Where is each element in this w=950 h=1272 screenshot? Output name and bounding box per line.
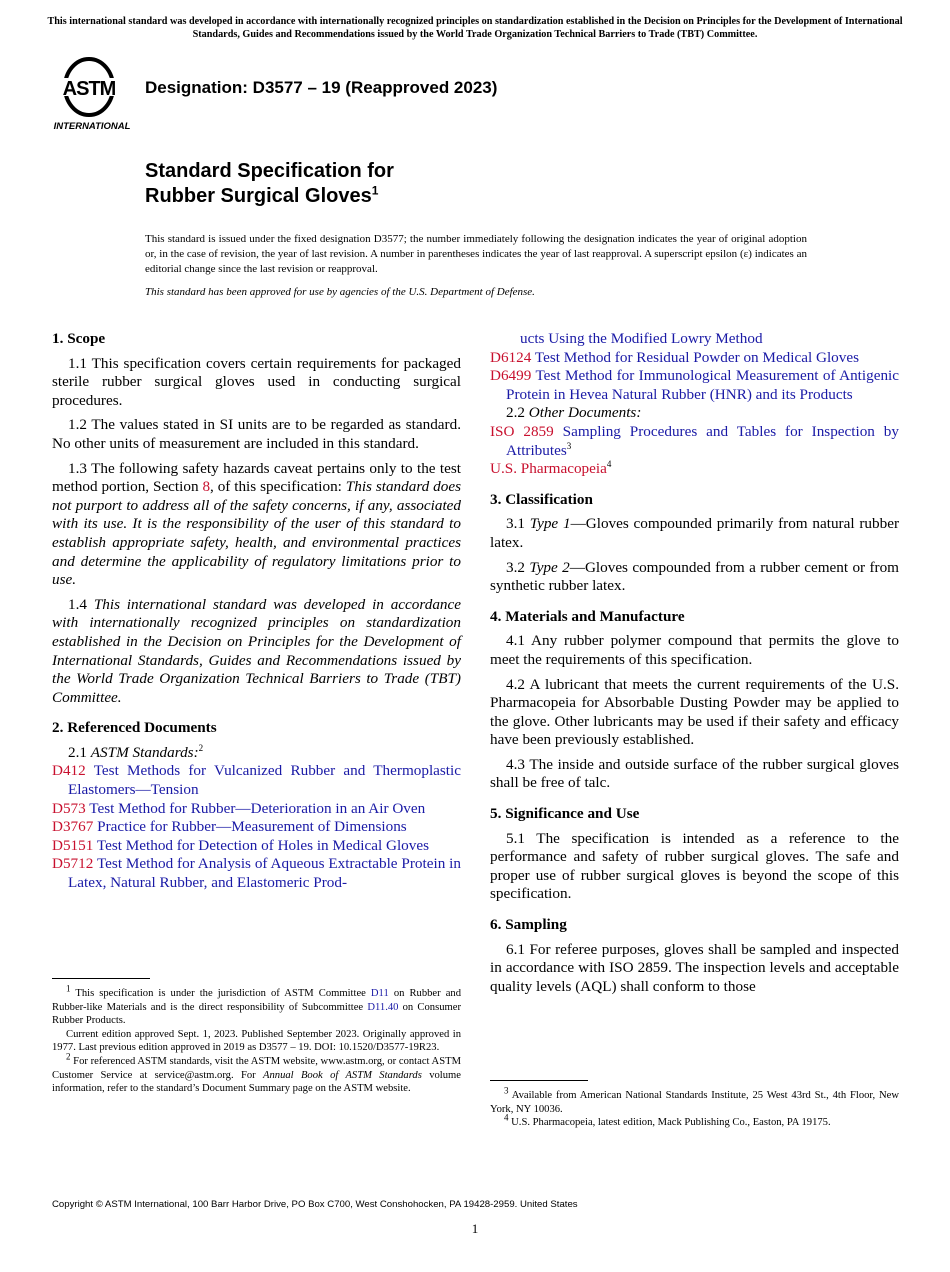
para-1-1: 1.1 This specification covers certain requirements for packaged sterile rubber surgical gloves used in conducting surgical procedures. bbox=[52, 354, 461, 409]
para-1-3: 1.3 The following safety hazards caveat pertains only to the test method portion, Section 8, of this specification: This standard does not purport to address all of the safety concerns, if any, associated with its use. It is the responsibility of the user of this standard to establish appropriate safety, health, and environmental practices and determine the applicability of regulatory limitations prior to use. bbox=[52, 459, 462, 589]
reference-d5712-continued[interactable]: ucts Using the Modified Lowry Method bbox=[520, 330, 763, 347]
subcommittee-d11-40-link[interactable]: D11.40 bbox=[367, 1001, 399, 1013]
reference-d5151[interactable]: D5151 Test Method for Detection of Holes in Medical Gloves bbox=[52, 836, 430, 854]
reference-d6124[interactable]: D6124 Test Method for Residual Powder on Medical Gloves bbox=[490, 348, 860, 366]
section-materials-heading: 4. Materials and Manufacture bbox=[490, 607, 685, 625]
footnotes-left bbox=[52, 983, 461, 1096]
footnote-1-edition: Current edition approved Sept. 1, 2023. Published September 2023. Originally approved in 1977. Last previous edition approved in 2019 as D3577 – 19. DOI: 10.1520/D3577-19R23. bbox=[52, 1028, 461, 1054]
section-scope-heading: 1. Scope bbox=[52, 330, 106, 347]
section-classification-heading: 3. Classification bbox=[490, 490, 593, 508]
footnote-1: $^1$ This specification is under the jurisdiction of ASTM Committee D11 on Rubber and Rubber-like Materials and is the direct responsibility of Subcommittee D11.40 on Consumer Rubber Products. bbox=[52, 983, 461, 1027]
reference-us-pharmacopeia[interactable]: U.S. Pharmacopeia$^4$ bbox=[490, 459, 612, 478]
reference-d412[interactable]: D412 Test Methods for Vulcanized Rubber and Thermoplastic Elastomers—Tension bbox=[52, 762, 461, 799]
standard-notice: This international standard was developed in accordance with internationally recognized principles on standardization established in the Decision on Principles for the Development of International Standards, Guides and Recommendations issued by the World Trade Organization Technical Barriers to Trade (TBT) Committee. bbox=[47, 16, 903, 40]
designation: Designation: D3577 – 19 (Reapproved 2023) bbox=[145, 78, 498, 97]
reference-d6499[interactable]: D6499 Test Method for Immunological Measurement of Antigenic Protein in Hevea Natural Rubber (HNR) and its Products bbox=[490, 367, 899, 403]
para-1-4: 1.4 This international standard was developed in accordance with internationally recognized principles on standardization established in the Decision on Principles for the Development of International Standards, Guides and Recommendations issued by the World Trade Organization Technical Barriers to Trade (TBT) Committee. bbox=[52, 595, 461, 706]
section-sampling-heading: 6. Sampling bbox=[490, 916, 567, 934]
footnote-3: $^3$ Available from American National Standards Institute, 25 West 43rd St., 4th Floor, New York, NY 10036. bbox=[490, 1085, 899, 1115]
reference-d5712[interactable]: D5712 Test Method for Analysis of Aqueous Extractable Protein in Latex, Natural Rubber, and Elastomeric Prod- bbox=[52, 855, 461, 892]
reference-iso-2859[interactable]: ISO 2859 Sampling Procedures and Tables for Inspection by Attributes$^3$ bbox=[490, 422, 899, 459]
left-column bbox=[52, 330, 461, 893]
para-1-2: 1.2 The values stated in SI units are to be regarded as standard. No other units of measurement are included in this standard. bbox=[52, 416, 461, 452]
footnote-divider bbox=[52, 978, 150, 979]
section-8-link[interactable]: 8 bbox=[202, 478, 211, 496]
footnotes-right bbox=[490, 1085, 899, 1130]
document-title bbox=[145, 159, 394, 209]
reference-d573[interactable]: D573 Test Method for Rubber—Deterioration in an Air Oven bbox=[52, 799, 426, 817]
copyright-notice: Copyright © ASTM International, 100 Barr Harbor Drive, PO Box C700, West Conshohocken, PA 19428-2959. United States bbox=[52, 1199, 578, 1210]
issuance-note: This standard is issued under the fixed designation D3577; the number immediately following the designation indicates the year of original adoption or, in the case of revision, the year of last revision. A number in parentheses indicates the year of last reapproval. A superscript epsilon (ε) indicates an editorial change since the last revision or reapproval. bbox=[145, 233, 807, 275]
section-referenced-documents-heading: 2. Referenced Documents bbox=[52, 719, 217, 737]
dod-approval-note: This standard has been approved for use by agencies of the U.S. Department of Defense. bbox=[145, 286, 535, 298]
svg-text:INTERNATIONAL: INTERNATIONAL bbox=[53, 121, 131, 132]
title-footnote-mark[interactable]: 1 bbox=[371, 183, 379, 198]
right-column bbox=[490, 330, 899, 1002]
astm-logo bbox=[52, 56, 136, 132]
section-significance-heading: 5. Significance and Use bbox=[490, 805, 640, 823]
title-line-1: Standard Specification for bbox=[145, 160, 394, 182]
other-documents-label: 2.2 Other Documents: bbox=[506, 404, 642, 422]
para-3-1: 3.1 Type 1—Gloves compounded primarily from natural rubber latex. bbox=[490, 515, 899, 551]
para-5-1: 5.1 The specification is intended as a reference to the performance and safety of rubber surgical gloves. The safe and proper use of rubber surgical gloves is beyond the scope of this specification. bbox=[490, 829, 899, 903]
footnote-divider-right bbox=[490, 1080, 588, 1081]
para-6-1: 6.1 For referee purposes, gloves shall be sampled and inspected in accordance with ISO 2859. The inspection levels and acceptable quality levels (AQL) shall conform to those bbox=[490, 940, 899, 995]
astm-standards-label: 2.1 ASTM Standards:$^2$ bbox=[68, 742, 204, 761]
reference-d3767[interactable]: D3767 Practice for Rubber—Measurement of Dimensions bbox=[52, 818, 407, 836]
footnote-2: $^2$ For referenced ASTM standards, visit the ASTM website, www.astm.org, or contact ASTM Customer Service at service@astm.org. For Annual Book of ASTM Standards volume information, refer to the standard’s Document Summary page on the ASTM website. bbox=[52, 1051, 461, 1095]
committee-d11-link[interactable]: D11 bbox=[370, 988, 389, 999]
page-number: 1 bbox=[471, 1221, 479, 1236]
para-4-2: 4.2 A lubricant that meets the current requirements of the U.S. Pharmacopeia for Absorbable Dusting Powder may be applied to the glove. Other lubricants may be used if their safety and efficacy have been previously established. bbox=[490, 675, 899, 749]
para-3-2: 3.2 Type 2—Gloves compounded from a rubber cement or from synthetic rubber latex. bbox=[490, 558, 900, 595]
para-4-3: 4.3 The inside and outside surface of the rubber surgical gloves shall be free of talc. bbox=[490, 755, 899, 792]
title-line-2: Rubber Surgical Gloves$^1$ bbox=[145, 183, 379, 207]
footnote-4: $^4$ U.S. Pharmacopeia, latest edition, Mack Publishing Co., Easton, PA 19175. bbox=[504, 1112, 831, 1129]
para-4-1: 4.1 Any rubber polymer compound that permits the glove to meet the requirements of this specification. bbox=[490, 632, 899, 668]
svg-text:ASTM: ASTM bbox=[62, 78, 116, 100]
